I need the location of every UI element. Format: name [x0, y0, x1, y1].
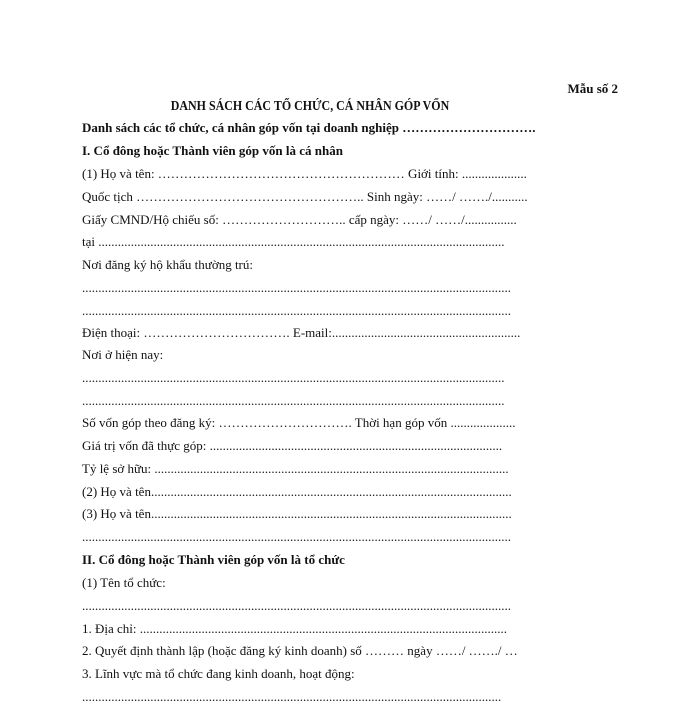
document-title: DANH SÁCH CÁC TỔ CHỨC, CÁ NHÂN GÓP VỐN [170, 98, 450, 113]
individual-3-name-line: (3) Họ và tên............................................................................................................... [82, 506, 512, 521]
individual-name-line: (1) Họ và tên: ………………………………………………… Giới tính: .................... [82, 166, 527, 181]
section-2-heading: II. Cổ đông hoặc Thành viên góp vốn là tổ chức [82, 552, 345, 567]
permanent-residence-dots-2: .................................................................................................................................... [82, 303, 511, 318]
id-card-line: Giấy CMND/Hộ chiếu số: ……………………….. cấp ngày: ……/ ……/................ [82, 212, 517, 227]
paid-capital-line: Giá trị vốn đã thực góp: .......................................................................................... [82, 438, 503, 453]
nationality-line: Quốc tịch …………………………………………….. Sinh ngày: ……/ ……./........... [82, 189, 528, 204]
ownership-ratio-line: Tỷ lệ sở hữu: ............................................................................................................. [82, 461, 509, 476]
issued-at-line: tại ............................................................................................................................. [82, 234, 505, 249]
organization-address-line: 1. Địa chỉ: ................................................................................................................. [82, 621, 508, 636]
form-number: Mẫu số 2 [567, 81, 618, 96]
current-address-dots-1: .................................................................................................................................. [82, 370, 505, 385]
organization-name-label: (1) Tên tổ chức: [82, 575, 166, 590]
permanent-residence-dots-1: .................................................................................................................................... [82, 280, 511, 295]
current-address-label: Nơi ở hiện nay: [82, 347, 164, 362]
business-field-line: 3. Lĩnh vực mà tổ chức đang kinh doanh, hoạt động: [82, 666, 355, 681]
current-address-dots-2: .................................................................................................................................. [82, 393, 505, 408]
individual-2-name-line: (2) Họ và tên............................................................................................................... [82, 484, 512, 499]
section-1-heading: I. Cổ đông hoặc Thành viên góp vốn là cá nhân [82, 143, 343, 158]
phone-email-line: Điện thoại: ……………………………. E-mail:.......................................................... [82, 325, 521, 340]
permanent-residence-label: Nơi đăng ký hộ khẩu thường trú: [82, 257, 253, 272]
organization-name-dots: .................................................................................................................................... [82, 598, 511, 613]
registered-capital-line: Số vốn góp theo đăng ký: …………………………. Thời hạn góp vốn .................... [82, 415, 516, 430]
establishment-decision-line: 2. Quyết định thành lập (hoặc đăng ký kinh doanh) số ……… ngày ……/ ……./ … [82, 643, 518, 658]
business-field-dots: ................................................................................................................................. [82, 689, 502, 704]
document-subtitle: Danh sách các tổ chức, cá nhân góp vốn tại doanh nghiệp …………………………. [82, 120, 536, 135]
section-1-end-dots: .................................................................................................................................... [82, 529, 511, 544]
